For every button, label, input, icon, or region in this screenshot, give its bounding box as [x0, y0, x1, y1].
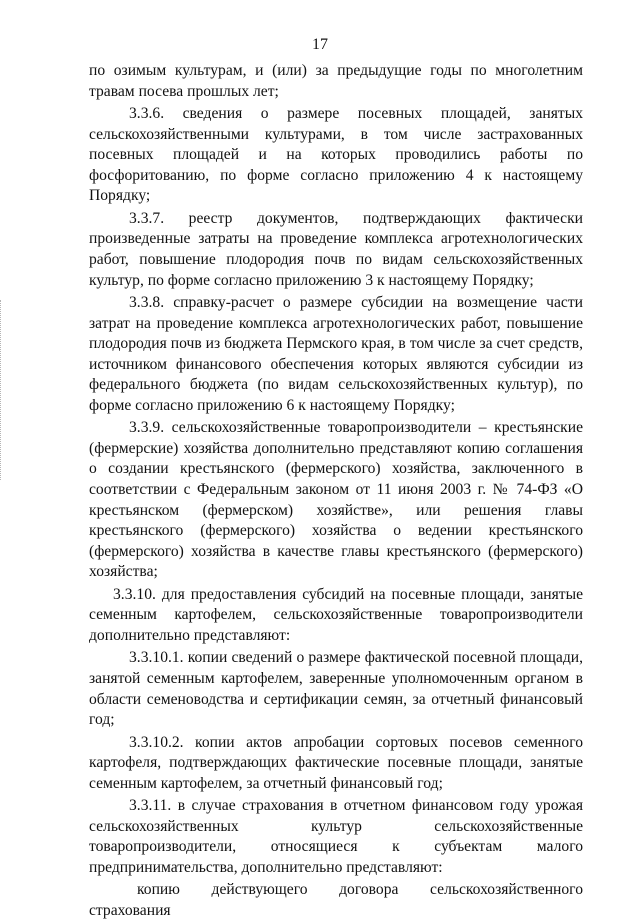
- paragraph-3-3-6: 3.3.6. сведения о размере посевных площадей, занятых сельскохозяйственными культурами, в том числе застрахованных посевных площадей и на которых проводились работы по фосфоритованию, по форме согласно приложению 4 к настоящему Порядку;: [89, 104, 583, 205]
- scan-margin-marks: [0, 300, 5, 480]
- paragraph-3-3-10: 3.3.10. для предоставления субсидий на посевные площади, занятые семенным картофелем, сельскохозяйственные товаропроизводители дополнительно представляют:: [89, 585, 583, 645]
- document-body: [89, 61, 583, 923]
- paragraph-3-3-7: 3.3.7. реестр документов, подтверждающих фактически произведенные затраты на проведение комплекса агротехнологических работ, повышение плодородия почв по видам сельскохозяйственных культур, по форме согласно приложению 3 к настоящему Порядку;: [89, 209, 583, 289]
- paragraph-3-3-8: 3.3.8. справку-расчет о размере субсидии на возмещение части затрат на проведение комплекса агротехнологических работ, повышение плодородия почв из бюджета Пермского края, в том числе за счет средств, источником финансового обеспечения которых являются субсидии из федерального бюджета (по видам сельскохозяйственных культур), по форме согласно приложению 6 к настоящему Порядку;: [89, 293, 583, 414]
- paragraph-3-3-5-continuation: по озимым культурам, и (или) за предыдущие годы по многолетним травам посева прошлых лет;: [89, 62, 583, 100]
- page-number: 17: [312, 36, 328, 53]
- paragraph-3-3-11-item: копию действующего договора сельскохозяйственного страхования: [89, 881, 583, 919]
- paragraph-3-3-10-1: 3.3.10.1. копии сведений о размере фактической посевной площади, занятой семенным картофелем, заверенные уполномоченным органом в области семеноводства и сертификации семян, за отчетный финансовый год;: [89, 649, 583, 729]
- paragraph-3-3-10-2: 3.3.10.2. копии актов апробации сортовых посевов семенного картофеля, подтверждающих фактические посевные площади, занятые семенным картофелем, за отчетный финансовый год;: [89, 733, 583, 792]
- paragraph-3-3-11: 3.3.11. в случае страхования в отчетном финансовом году урожая сельскохозяйственных культур сельскохозяйственные товаропроизводители, относящиеся к субъектам малого предпринимательства, дополнительно представляют:: [89, 797, 583, 876]
- paragraph-3-3-9: 3.3.9. сельскохозяйственные товаропроизводители – крестьянские (фермерские) хозяйства дополнительно представляют копию соглашения о создании крестьянского (фермерского) хозяйства, заключенного в соответствии с Федеральным законом от 11 июня 2003 г. № 74-ФЗ «О крестьянском (фермерском) хозяйстве», или решения главы крестьянского (фермерского) хозяйства о ведении крестьянского (фермерского) хозяйства в качестве главы крестьянского (фермерского) хозяйства;: [89, 419, 583, 581]
